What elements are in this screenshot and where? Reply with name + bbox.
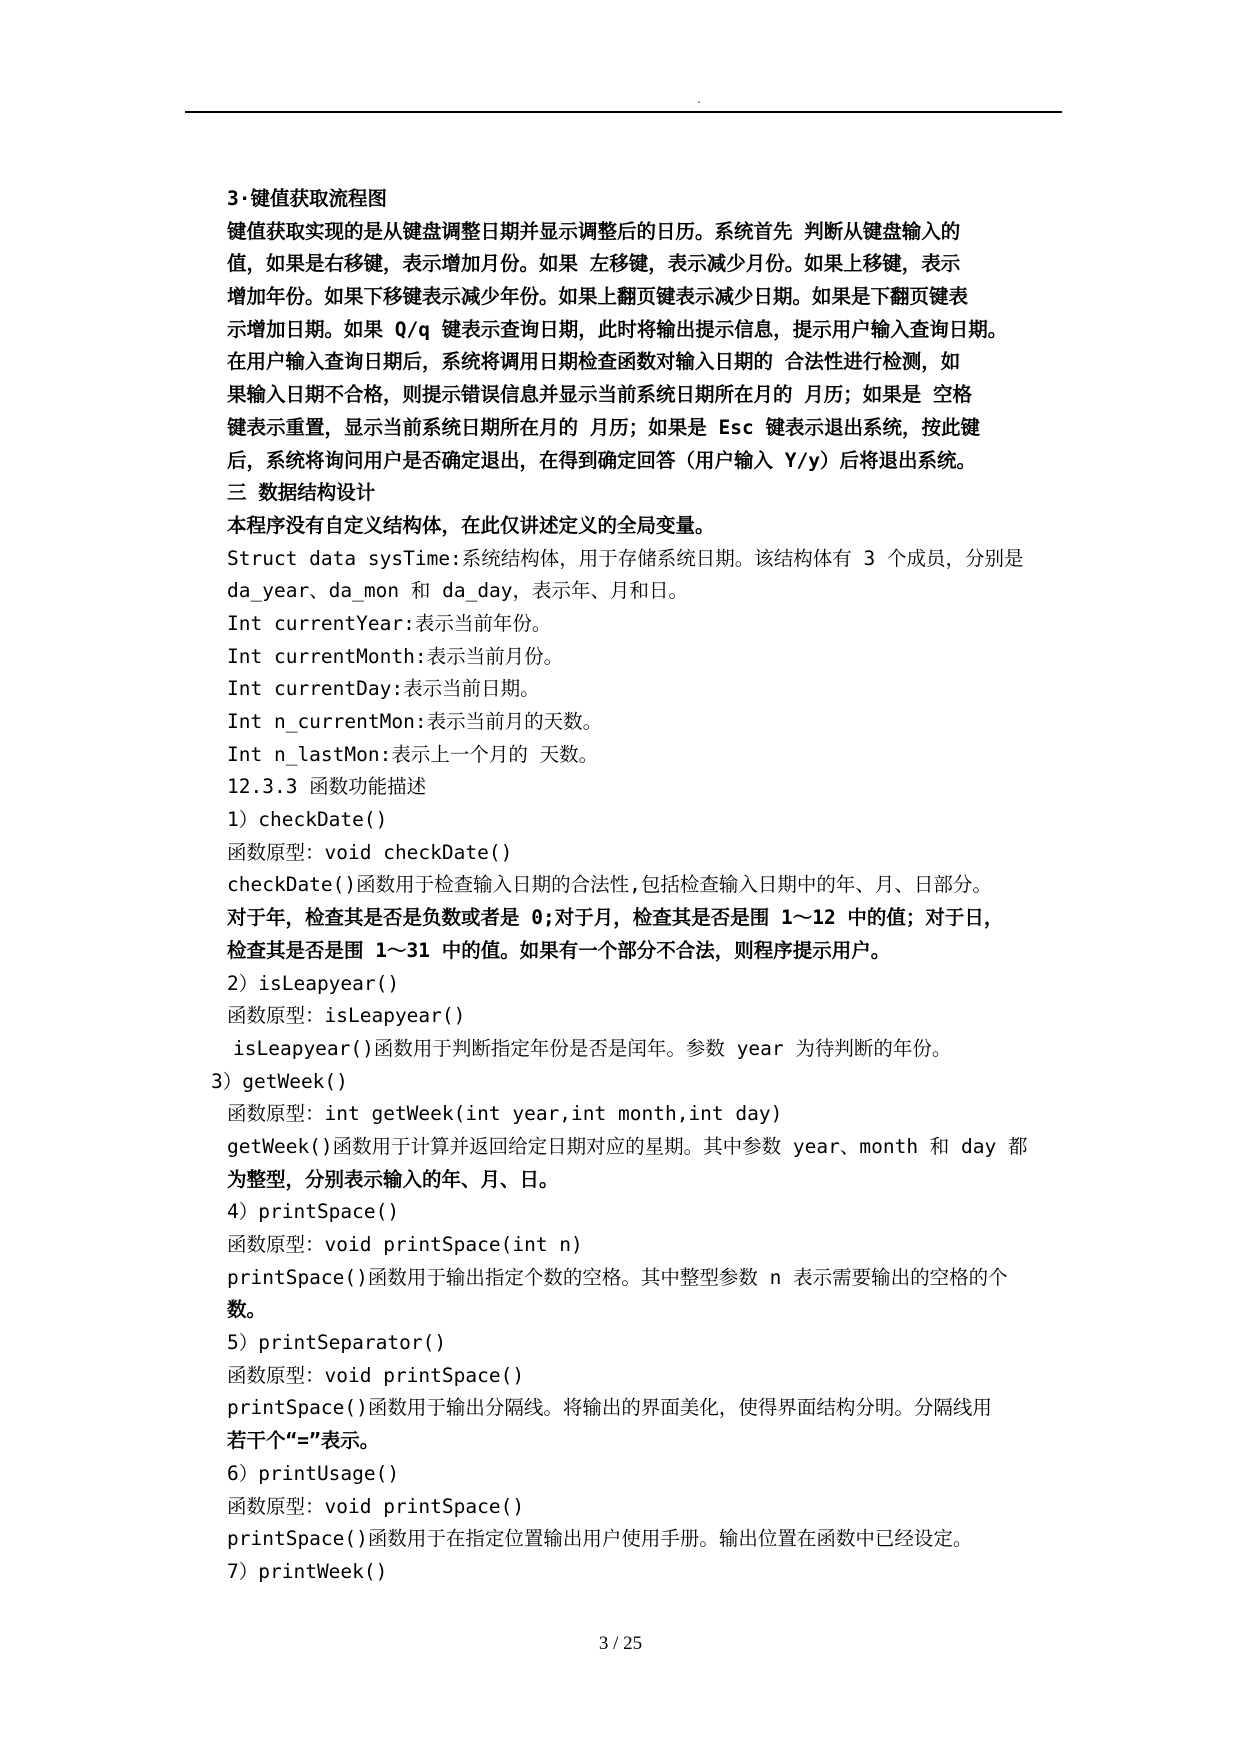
page-number: 3 / 25 — [598, 1633, 643, 1654]
function-prototype: 函数原型：void checkDate() — [227, 840, 513, 864]
function-prototype: 函数原型：isLeapyear() — [227, 1004, 466, 1028]
paragraph-line: 值，如果是右移键，表示增加月份。如果 左移键，表示减少月份。如果上移键，表示 — [227, 252, 961, 276]
paragraph-line: 本程序没有自定义结构体，在此仅讲述定义的全局变量。 — [227, 513, 715, 537]
paragraph-line: 检查其是否是围 1～31 中的值。如果有一个部分不合法，则程序提示用户。 — [227, 938, 891, 962]
paragraph-line: 若干个“=”表示。 — [227, 1429, 380, 1453]
paragraph-line: 后，系统将询问用户是否确定退出，在得到确定回答（用户输入 Y/y）后将退出系统。 — [227, 448, 976, 472]
section-heading: 3·键值获取流程图 — [227, 187, 387, 210]
paragraph-line: getWeek()函数用于计算并返回给定日期对应的星期。其中参数 year、month 和 day 都 — [227, 1134, 1028, 1158]
paragraph-line: 为整型，分别表示输入的年、月、日。 — [227, 1167, 559, 1191]
function-prototype: 函数原型：void printSpace() — [227, 1363, 525, 1387]
function-heading: 3）getWeek() — [211, 1069, 348, 1093]
paragraph-line: 键表示重置，显示当前系统日期所在月的 月历；如果是 Esc 键表示退出系统，按此键 — [227, 415, 980, 439]
paragraph-line: 对于年，检查其是否是负数或者是 0;对于月，检查其是否是围 1～12 中的值；对于日， — [227, 906, 1004, 930]
section-heading: 12.3.3 函数功能描述 — [227, 775, 427, 799]
function-heading: 4）printSpace() — [227, 1200, 400, 1224]
paragraph-line: da_year、da_mon 和 da_day，表示年、月和日。 — [227, 579, 689, 603]
paragraph-line: 示增加日期。如果 Q/q 键表示查询日期，此时将输出提示信息，提示用户输入查询日期。 — [227, 317, 1008, 341]
paragraph-line: 果输入日期不合格，则提示错误信息并显示当前系统日期所在月的 月历；如果是 空格 — [227, 383, 972, 407]
paragraph-line: Struct data sysTime:系统结构体，用于存储系统日期。该结构体有 3 个成员，分别是 — [227, 546, 1024, 570]
paragraph-line: checkDate()函数用于检查输入日期的合法性,包括检查输入日期中的年、月、日部分。 — [227, 873, 992, 897]
variable-line: Int n_currentMon:表示当前月的天数。 — [227, 710, 603, 733]
paragraph-line: 数。 — [227, 1298, 267, 1322]
function-prototype: 函数原型：void printSpace() — [227, 1494, 525, 1518]
function-prototype: 函数原型：void printSpace(int n) — [227, 1233, 583, 1256]
paragraph-line: 在用户输入查询日期后，系统将调用日期检查函数对输入日期的 合法性进行检测，如 — [227, 350, 961, 374]
variable-line: Int n_lastMon:表示上一个月的 天数。 — [227, 742, 599, 766]
paragraph-line: 增加年份。如果下移键表示减少年份。如果上翻页键表示减少日期。如果是下翻页键表 — [227, 285, 969, 309]
header-mark: . — [697, 92, 701, 106]
variable-line: Int currentMonth:表示当前月份。 — [227, 644, 564, 668]
page-body — [211, 183, 1067, 1589]
function-heading: 1）checkDate() — [227, 808, 388, 832]
paragraph-line: printSpace()函数用于输出分隔线。将输出的界面美化，使得界面结构分明。分隔线用 — [227, 1396, 992, 1420]
function-prototype: 函数原型：int getWeek(int year,int month,int day) — [227, 1102, 783, 1126]
variable-line: Int currentDay:表示当前日期。 — [227, 677, 540, 701]
paragraph-line: printSpace()函数用于输出指定个数的空格。其中整型参数 n 表示需要输出的空格的个 — [227, 1265, 1008, 1289]
paragraph-line: 键值获取实现的是从键盘调整日期并显示调整后的日历。系统首先 判断从键盘输入的 — [227, 219, 961, 243]
paragraph-line: printSpace()函数用于在指定位置输出用户使用手册。输出位置在函数中已经设定。 — [227, 1527, 973, 1551]
function-heading: 7）printWeek() — [227, 1559, 388, 1583]
header-rule — [185, 111, 1062, 113]
paragraph-line: isLeapyear()函数用于判断指定年份是否是闰年。参数 year 为待判断的年份。 — [233, 1036, 952, 1060]
function-heading: 2）isLeapyear() — [227, 971, 400, 995]
function-heading: 5）printSeparator() — [227, 1331, 447, 1355]
section-heading: 三 数据结构设计 — [227, 481, 376, 505]
variable-line: Int currentYear:表示当前年份。 — [227, 611, 552, 635]
function-heading: 6）printUsage() — [227, 1461, 400, 1485]
